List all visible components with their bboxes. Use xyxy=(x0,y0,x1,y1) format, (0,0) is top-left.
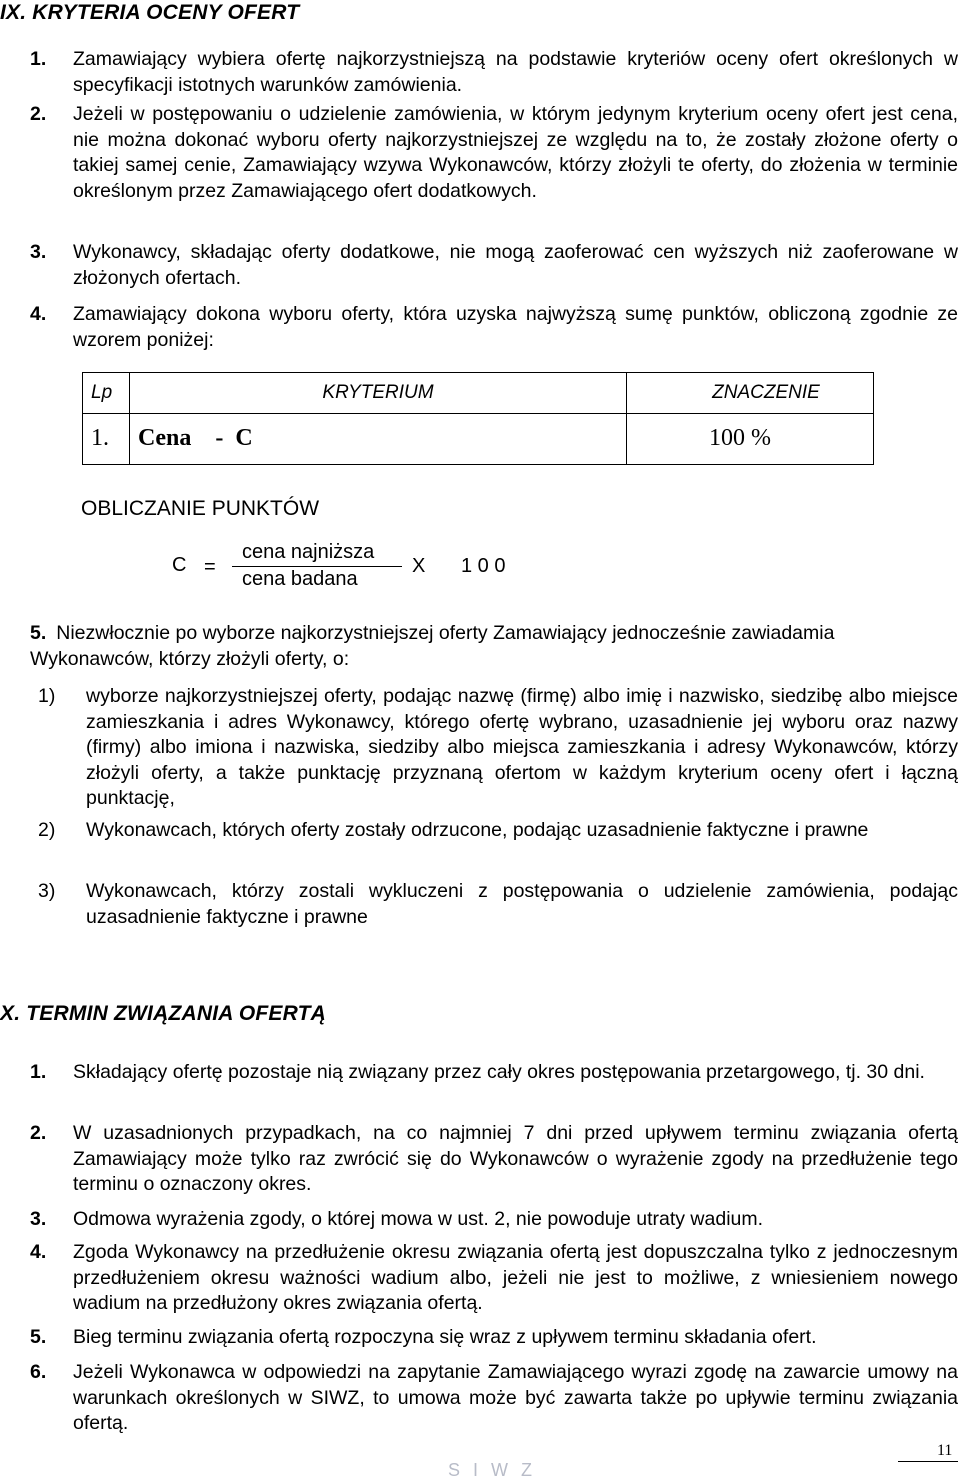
item-number: 4. xyxy=(30,303,47,325)
sub-list-item xyxy=(38,684,958,812)
list-item xyxy=(30,621,958,672)
sub-item-text: Wykonawcach, którzy zostali wykluczeni z postępowania o udzielenie zamówienia, podając uzasadnienie faktyczne i prawne xyxy=(86,880,958,928)
footer-label: S I W Z xyxy=(448,1460,536,1480)
formula-numerator: cena najniższa xyxy=(242,541,375,563)
item-number: 3. xyxy=(30,1208,47,1230)
section-heading-ix: IX. KRYTERIA OCENY OFERT xyxy=(0,1,300,24)
item-number: 5. xyxy=(30,1326,47,1348)
section-heading-x: X. TERMIN ZWIĄZANIA OFERTĄ xyxy=(0,1002,327,1025)
list-item xyxy=(30,1325,958,1351)
item-number: 3. xyxy=(30,241,47,263)
item-text: Wykonawcy, składając oferty dodatkowe, nie mogą zaoferować cen wyższych niż zaoferowane w złożonych ofertach. xyxy=(73,241,958,289)
header-kryterium: KRYTERIUM xyxy=(130,373,627,414)
list-item xyxy=(30,47,958,98)
sub-item-number: 3) xyxy=(38,880,56,902)
item-text: Jeżeli Wykonawca w odpowiedzi na zapytanie Zamawiającego wyrazi zgodę na zawarcie umowy na warunkach określonych w SIWZ, to umowa może być zawarta także po upływie terminu związania ofertą. xyxy=(73,1361,958,1434)
item-text: Zgoda Wykonawcy na przedłużenie okresu związania ofertą jest dopuszczalna tylko z jednoczesnym przedłużeniem okresu ważności wadium albo, jeżeli nie jest to możliwe, z wniesieniem nowego wadium na przedłużony okres związania ofertą. xyxy=(73,1241,958,1314)
sub-item-number: 1) xyxy=(38,685,56,707)
sub-item-number: 2) xyxy=(38,819,56,841)
list-item xyxy=(30,1207,958,1233)
sub-list-item xyxy=(38,879,958,930)
table-row xyxy=(83,414,874,465)
item-number: 1. xyxy=(30,48,47,70)
item-text: Odmowa wyrażenia zgody, o której mowa w ust. 2, nie powoduje utraty wadium. xyxy=(73,1208,764,1230)
list-item xyxy=(30,1240,958,1317)
criteria-table xyxy=(82,372,874,465)
item-number: 4. xyxy=(30,1241,47,1263)
sub-item-text: wyborze najkorzystniejszej oferty, podając nazwę (firmę) albo imię i nazwisko, siedzibę albo miejsce zamieszkania i adres Wykonawcy, którego ofertę wybrano, uzasadnienie jej wyboru oraz nazwy (firmy) albo imiona i nazwiska, siedziby albo miejsca zamieszkania i adresy Wykonawców, którzy złożyli oferty, a także punktację przyznaną ofertom w każdym kryterium oceny ofert i łączną punktację, xyxy=(86,685,958,809)
sub-item-text: Wykonawcach, których oferty zostały odrzucone, podając uzasadnienie faktyczne i prawne xyxy=(86,819,869,841)
item-number: 1. xyxy=(30,1061,47,1083)
footer-divider xyxy=(898,1461,958,1462)
formula-lhs: C xyxy=(172,554,187,576)
item-number: 2. xyxy=(30,103,47,125)
cell-lp: 1. xyxy=(83,414,130,465)
formula-factor: 1 0 0 xyxy=(461,555,506,577)
item-text: Zamawiający dokona wyboru oferty, która uzyska najwyższą sumę punktów, obliczoną zgodnie ze wzorem poniżej: xyxy=(73,303,958,351)
item-number: 6. xyxy=(30,1361,47,1383)
list-item xyxy=(30,1060,958,1086)
sub-list-item xyxy=(38,818,958,844)
scoring-title: OBLICZANIE PUNKTÓW xyxy=(81,497,320,520)
item-text: W uzasadnionych przypadkach, na co najmniej 7 dni przed upływem terminu związania ofertą Zamawiający może tylko raz zwrócić się do Wykonawców o wyrażenie zgody na przedłużenie tego terminu o oznaczony okres. xyxy=(73,1122,958,1195)
table-header-row xyxy=(83,373,874,414)
cell-kryterium: Cena - C xyxy=(130,414,627,465)
item-number: 2. xyxy=(30,1122,47,1144)
item-number: 5. xyxy=(30,622,47,644)
formula-denominator: cena badana xyxy=(242,568,358,590)
list-item xyxy=(30,240,958,291)
page-number: 11 xyxy=(937,1442,953,1459)
list-item xyxy=(30,102,958,204)
formula-times: X xyxy=(412,555,426,577)
item-text: Zamawiający wybiera ofertę najkorzystniejszą na podstawie kryteriów oceny ofert określonych w specyfikacji istotnych warunków zamówienia. xyxy=(73,48,958,96)
list-item xyxy=(30,1121,958,1198)
list-item xyxy=(30,302,958,353)
cell-znaczenie: 100 % xyxy=(627,414,874,465)
item-text: Niezwłocznie po wyborze najkorzystniejszej oferty Zamawiający jednocześnie zawiadamia Wykonawców, którzy złożyli oferty, o: xyxy=(30,622,835,670)
item-text: Jeżeli w postępowaniu o udzielenie zamówienia, w którym jedynym kryterium oceny ofert jest cena, nie można dokonać wyboru oferty najkorzystniejszej ze względu na to, że zostały złożone oferty o takiej samej cenie, Zamawiający wzywa Wykonawców, którzy złożyli te oferty, do złożenia w terminie określonym przez Zamawiającego ofert dodatkowych. xyxy=(73,103,958,202)
list-item xyxy=(30,1360,958,1437)
item-text: Składający ofertę pozostaje nią związany przez cały okres postępowania przetargowego, tj. 30 dni. xyxy=(73,1061,925,1083)
item-text: Bieg terminu związania ofertą rozpoczyna się wraz z upływem terminu składania ofert. xyxy=(73,1326,817,1348)
header-lp: Lp xyxy=(83,373,130,414)
formula-equals: = xyxy=(204,556,216,578)
header-znaczenie: ZNACZENIE xyxy=(627,373,874,414)
